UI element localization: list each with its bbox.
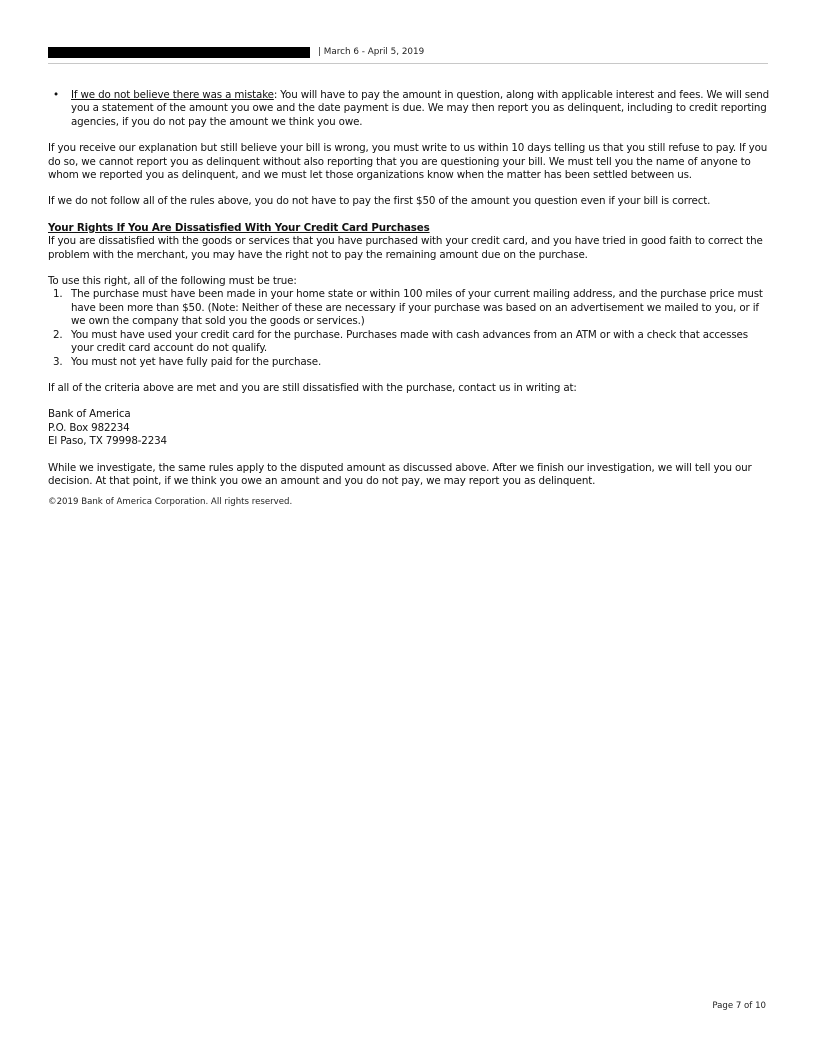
list-item-text: You must have used your credit card for the purchase. Purchases made with cash advances from an ATM or with a check that accesses your credit card account do not qualify.: [71, 328, 748, 355]
page-number: Page 7 of 10: [712, 1001, 766, 1011]
list-item-text: You must not yet have fully paid for the purchase.: [71, 355, 322, 368]
copyright-notice: ©2019 Bank of America Corporation. All rights reserved.: [48, 497, 293, 508]
contact-intro: If all of the criteria above are met and you are still dissatisfied with the purchase, contact us in writing at:: [48, 381, 577, 394]
header-divider: [48, 63, 768, 64]
statement-period: | March 6 - April 5, 2019: [318, 47, 425, 57]
mailing-address: [48, 408, 772, 448]
mistake-bullet-body: : You will have to pay the amount in question, along with applicable interest and fees. We will send you a statement of the amount you owe and the date payment is due. We may then report you as delinquent, including to credit reporting agencies, if you do not pay the amount we think you owe.: [71, 89, 769, 128]
explanation-paragraph: If you receive our explanation but still believe your bill is wrong, you must write to us within 10 days telling us that you still refuse to pay. If you do so, we cannot report you as delinquent without also reporting that you are questioning your bill. We must tell you the name of anyone to whom we reported you as delinquent, and we must let those organizations know when the matter has been settled between us.: [48, 142, 768, 182]
list-item-number: 1.: [53, 288, 63, 301]
rules-paragraph: If we do not follow all of the rules above, you do not have to pay the first $50 of the amount you question even if your bill is correct.: [48, 195, 711, 208]
address-line-2: P.O. Box 982234: [48, 421, 130, 434]
mistake-bullet-text: [71, 89, 772, 129]
criteria-intro: To use this right, all of the following must be true:: [48, 275, 297, 288]
page-header: [48, 46, 768, 66]
document-body: [48, 89, 772, 508]
list-item: [48, 356, 772, 369]
list-item: [48, 329, 772, 356]
criteria-list: [48, 288, 772, 368]
address-line-3: El Paso, TX 79998-2234: [48, 435, 167, 448]
address-line-1: Bank of America: [48, 408, 131, 421]
mistake-bullet: [48, 89, 772, 129]
dissatisfied-intro: If you are dissatisfied with the goods or services that you have purchased with your credit card, and you have tried in good faith to correct the problem with the merchant, you may have the right not to pay the remaining amount due on the purchase.: [48, 235, 763, 261]
investigation-paragraph: While we investigate, the same rules apply to the disputed amount as discussed above. After we finish our investigation, we will tell you our decision. At that point, if we think you owe an amount and you do not pay, we may report you as delinquent.: [48, 461, 752, 487]
redacted-account-name: [48, 47, 310, 58]
dissatisfied-heading: Your Rights If You Are Dissatisfied With Your Credit Card Purchases: [48, 221, 430, 234]
list-item: [48, 288, 772, 328]
list-item-number: 2.: [53, 328, 63, 341]
bullet-marker: •: [53, 89, 59, 101]
list-item-text: The purchase must have been made in your home state or within 100 miles of your current mailing address, and the purchase price must have been more than $50. (Note: Neither of these are necessary if your purchase was based on an advertisement we mailed to you, or if we own the company that sold you the goods or services.): [71, 288, 763, 328]
mistake-bullet-lead: If we do not believe there was a mistake: [71, 89, 274, 101]
list-item-number: 3.: [53, 355, 63, 368]
